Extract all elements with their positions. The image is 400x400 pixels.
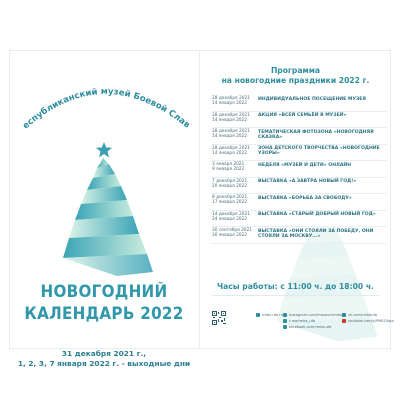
event-item <box>212 195 387 212</box>
event-title: ВЫСТАВКА «СТАРЫЙ ДОБРЫЙ НОВЫЙ ГОД» <box>258 212 376 217</box>
event-date-start: 30 сентября 2021 <box>212 228 253 233</box>
ribbon-tree-illustration <box>57 156 155 278</box>
event-date-end: 9 января 2022 <box>212 167 245 173</box>
event-item <box>212 212 387 229</box>
event-item <box>212 228 387 245</box>
event-item <box>212 113 387 130</box>
event-item <box>212 179 387 196</box>
event-date-start: 28 декабря 2021 <box>212 96 250 101</box>
event-title: НЕДЕЛЯ «МУЗЕЙ И ДЕТИ» ОНЛАЙН <box>258 162 352 168</box>
contact-youtube[interactable]: youtube.com/c/РМБСУфа <box>342 318 394 324</box>
contact-facebook[interactable]: facebook.com/rmbs.ufa <box>283 324 342 330</box>
museum-name <box>5 43 192 131</box>
right-page <box>200 50 394 349</box>
program-title <box>200 66 391 86</box>
holiday-dates-line1: 31 декабря 2021 г., <box>61 349 147 358</box>
event-date-start: 7 декабря 2021 <box>212 178 248 184</box>
event-dates <box>212 195 258 205</box>
event-date-start: 28 декабря 2021 <box>212 129 250 134</box>
event-title: ВЫСТАВКА «БОРЬБА ЗА СВОБОДУ» <box>258 195 352 201</box>
museum-name-arc <box>5 43 199 140</box>
event-item <box>212 162 387 179</box>
museum-name-text: Республиканский музей Боевой Славы <box>5 43 192 132</box>
event-date-end: 30 января 2022 <box>212 233 248 239</box>
contacts-block <box>256 312 394 330</box>
event-title: ТЕМАТИЧЕСКАЯ ФОТОЗОНА «НОВОГОДНЯЯ СКАЗКА» <box>258 129 374 140</box>
event-dates <box>212 179 258 189</box>
event-date-end: 20 января 2022 <box>212 183 248 189</box>
event-date-start: 28 декабря 2021 <box>212 112 250 118</box>
left-page <box>5 43 199 368</box>
contact-instagram[interactable]: instagram.com/museumrmbs <box>283 312 342 318</box>
event-date-end: 14 января 2022 <box>212 101 248 107</box>
event-date-end: 14 января 2022 <box>212 150 248 156</box>
holiday-dates-line2: 1, 2, 3, 7 января 2022 г. - выходные дни <box>17 359 191 368</box>
contacts-footer <box>212 311 394 341</box>
events-list <box>212 96 387 245</box>
event-title: ЗОНА ДЕТСКОГО ТВОРЧЕСТВА «НОВОГОДНИЕ УЗОРЫ» <box>258 146 380 157</box>
event-date-start: 28 декабря 2021 <box>212 145 250 151</box>
event-dates <box>212 162 258 172</box>
instagram-icon <box>283 313 287 317</box>
event-date-end: 14 января 2022 <box>212 134 248 140</box>
hours-divider <box>212 295 379 296</box>
event-dates <box>212 96 258 106</box>
event-date-end: 14 января 2022 <box>212 117 248 123</box>
event-date-start: 8 декабря 2021 <box>212 195 248 200</box>
event-dates <box>212 113 258 123</box>
program-title-line2: на новогодние праздники 2022 г. <box>221 76 370 85</box>
event-item <box>212 146 387 163</box>
event-date-end: 24 января 2022 <box>212 216 248 222</box>
event-item <box>212 96 387 113</box>
event-date-start: 3 января 2021 <box>212 162 245 167</box>
contact-telegram[interactable]: t.me/rmbs_ufa <box>283 318 342 324</box>
facebook-icon <box>283 325 287 329</box>
program-title-line1: Программа <box>270 66 321 75</box>
youtube-icon <box>342 319 346 323</box>
event-date-start: 14 декабря 2021 <box>212 211 250 217</box>
telegram-icon <box>283 319 287 323</box>
qr-code-icon <box>212 311 226 325</box>
calendar-title-line2: КАЛЕНДАРЬ 2022 <box>24 304 184 323</box>
event-title: АКЦИЯ «ВСЕЙ СЕМЬЁЙ В МУЗЕЙ» <box>258 113 347 118</box>
contact-site[interactable]: rmbs-ufa.ru <box>256 312 283 318</box>
event-dates <box>212 146 258 156</box>
event-dates <box>212 129 258 139</box>
event-title: ВЫСТАВКА «А ЗАВТРА НОВЫЙ ГОД!» <box>258 179 357 184</box>
event-dates <box>212 212 258 222</box>
vk-icon <box>342 313 346 317</box>
opening-hours: Часы работы: с 11:00 ч. до 18:00 ч. <box>217 282 374 291</box>
event-item <box>212 129 387 146</box>
calendar-title-line1: НОВОГОДНИЙ <box>40 282 168 301</box>
globe-icon <box>256 313 260 317</box>
event-date-end: 17 января 2022 <box>212 200 248 206</box>
event-title: ВЫСТАВКА «ОНИ СТОЯЛИ ЗА ПОБЕДУ, ОНИ СТОЯЛИ ЗА МОСКВУ...» <box>258 228 374 239</box>
event-dates <box>212 228 258 238</box>
contact-vk[interactable]: vk.com/rmbsufa <box>342 312 394 318</box>
event-title: ИНДИВИДУАЛЬНОЕ ПОСЕЩЕНИЕ МУЗЕЯ <box>258 96 366 102</box>
